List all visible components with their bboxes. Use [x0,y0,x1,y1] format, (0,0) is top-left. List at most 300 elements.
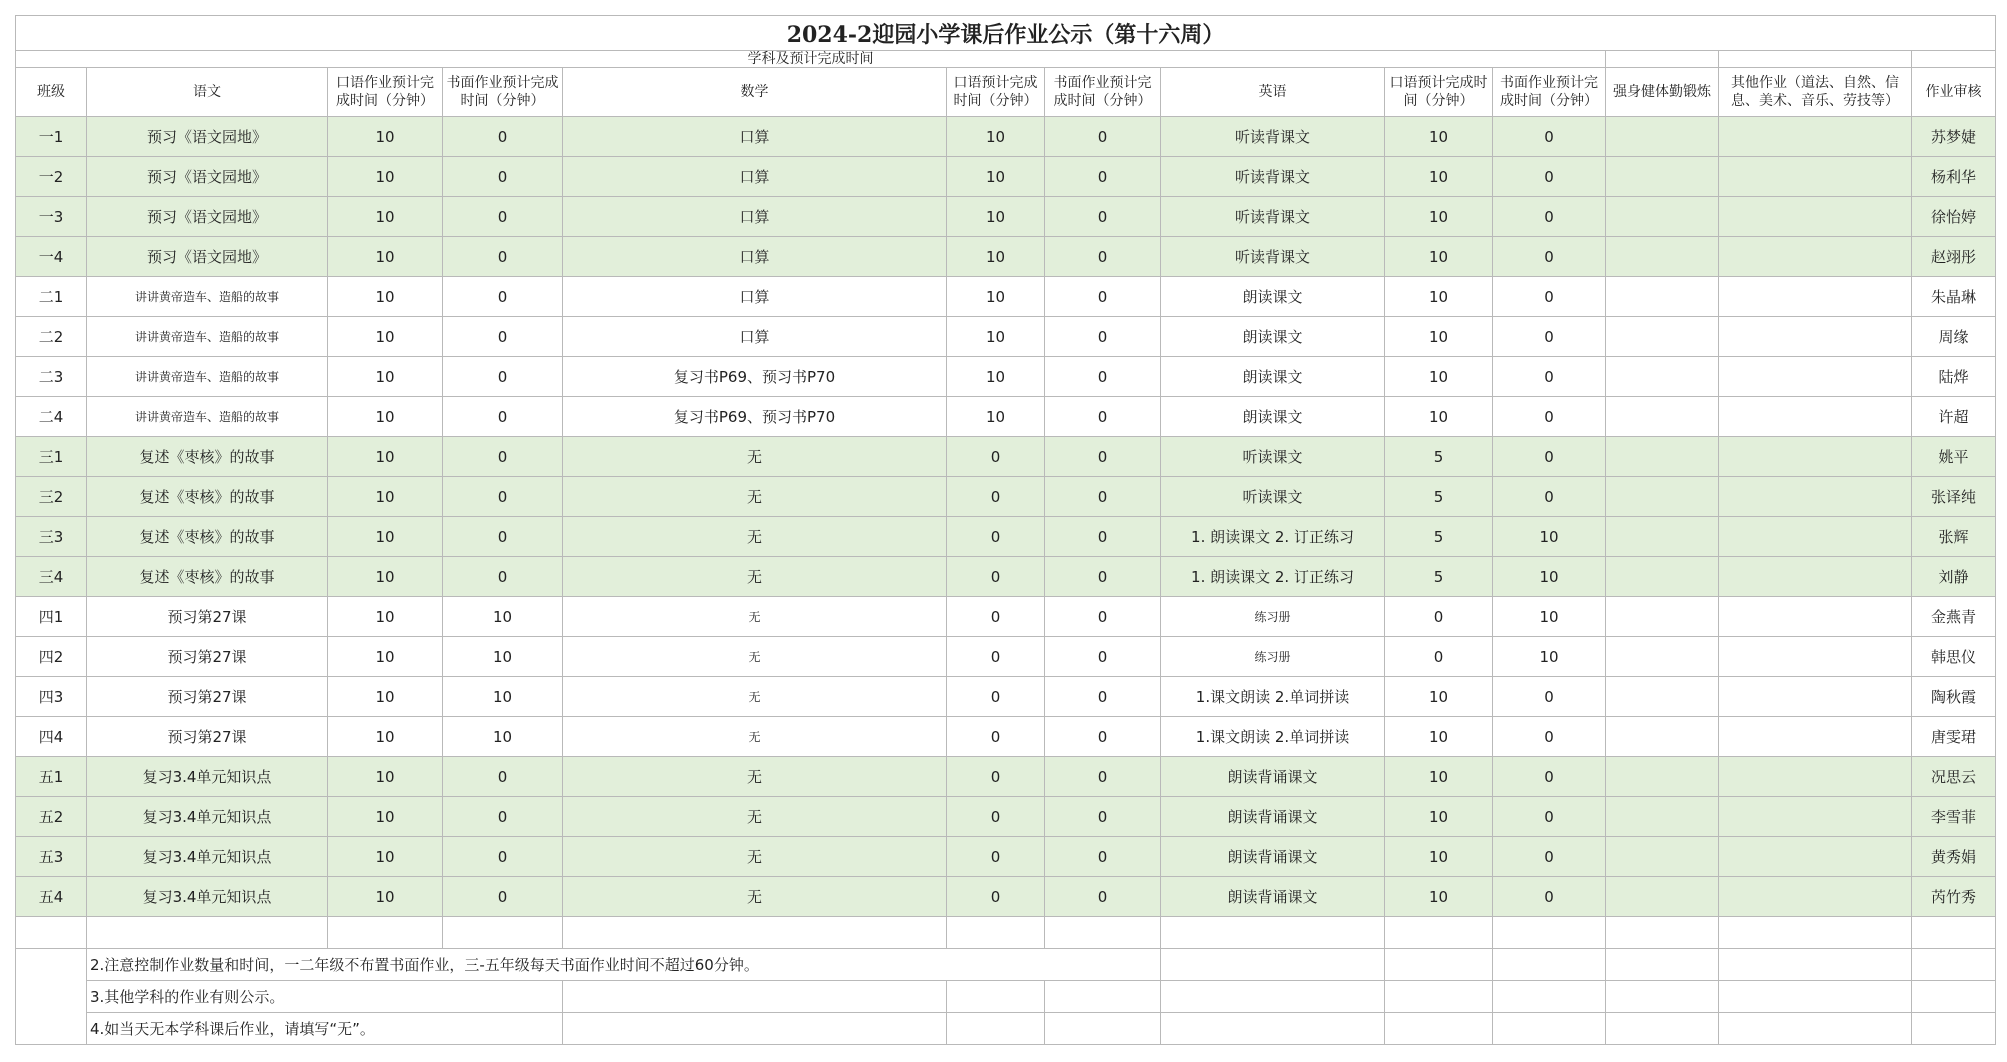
chinese-written-minutes-cell: 0 [443,517,563,557]
reviewer-cell: 况思云 [1912,757,1996,797]
reviewer-cell: 姚平 [1912,437,1996,477]
note-row [16,949,1996,981]
math-oral-minutes-cell: 10 [947,197,1045,237]
reviewer-cell: 陶秋霞 [1912,677,1996,717]
english-written-minutes-cell: 0 [1493,677,1606,717]
other-homework-cell [1719,637,1912,677]
math-written-minutes-cell: 0 [1045,717,1161,757]
reviewer-cell: 李雪菲 [1912,797,1996,837]
note-3: 3.其他学科的作业有则公示。 [87,981,563,1013]
class-cell: 二4 [16,397,87,437]
english-oral-minutes-cell: 10 [1385,197,1493,237]
english-oral-minutes-cell: 0 [1385,637,1493,677]
class-cell: 三4 [16,557,87,597]
math-homework-cell: 口算 [563,237,947,277]
math-written-minutes-cell: 0 [1045,437,1161,477]
class-cell: 一4 [16,237,87,277]
other-homework-cell [1719,157,1912,197]
header-row [16,68,1996,117]
blank-cell [1912,981,1996,1013]
blank-cell [1045,917,1161,949]
blank-cell [1606,51,1719,68]
header-reviewer: 作业审核 [1912,68,1996,117]
math-oral-minutes-cell: 0 [947,597,1045,637]
header-other-homework: 其他作业（道法、自然、信息、美术、音乐、劳技等） [1719,68,1912,117]
english-homework-cell: 朗读背诵课文 [1161,797,1385,837]
math-oral-minutes-cell: 0 [947,837,1045,877]
english-written-minutes-cell: 0 [1493,357,1606,397]
header-english-oral-time: 口语预计完成时间（分钟） [1385,68,1493,117]
chinese-written-minutes-cell: 0 [443,477,563,517]
math-oral-minutes-cell: 10 [947,357,1045,397]
chinese-written-minutes-cell: 0 [443,237,563,277]
table-row [16,317,1996,357]
other-homework-cell [1719,237,1912,277]
chinese-oral-minutes-cell: 10 [328,357,443,397]
english-written-minutes-cell: 0 [1493,277,1606,317]
chinese-oral-minutes-cell: 10 [328,877,443,917]
fitness-cell [1606,637,1719,677]
fitness-cell [1606,277,1719,317]
fitness-cell [1606,397,1719,437]
math-written-minutes-cell: 0 [1045,597,1161,637]
fitness-cell [1606,557,1719,597]
other-homework-cell [1719,477,1912,517]
math-oral-minutes-cell: 10 [947,277,1045,317]
header-english-written-time: 书面作业预计完成时间（分钟） [1493,68,1606,117]
english-oral-minutes-cell: 5 [1385,557,1493,597]
chinese-homework-cell: 复习3.4单元知识点 [87,877,328,917]
reviewer-cell: 陆烨 [1912,357,1996,397]
english-oral-minutes-cell: 10 [1385,397,1493,437]
math-oral-minutes-cell: 0 [947,477,1045,517]
english-written-minutes-cell: 0 [1493,797,1606,837]
chinese-oral-minutes-cell: 10 [328,197,443,237]
math-homework-cell: 无 [563,877,947,917]
blank-cell [1719,51,1912,68]
english-homework-cell: 朗读背诵课文 [1161,877,1385,917]
math-oral-minutes-cell: 0 [947,797,1045,837]
class-cell: 四2 [16,637,87,677]
english-homework-cell: 1.课文朗读 2.单词拼读 [1161,717,1385,757]
subject-time-subheader: 学科及预计完成时间 [16,51,1606,68]
header-math-written-time: 书面作业预计完成时间（分钟） [1045,68,1161,117]
chinese-homework-cell: 预习第27课 [87,677,328,717]
math-written-minutes-cell: 0 [1045,637,1161,677]
fitness-cell [1606,357,1719,397]
math-oral-minutes-cell: 0 [947,437,1045,477]
chinese-oral-minutes-cell: 10 [328,597,443,637]
math-homework-cell: 复习书P69、预习书P70 [563,397,947,437]
chinese-homework-cell: 预习《语文园地》 [87,197,328,237]
chinese-homework-cell: 复述《枣核》的故事 [87,517,328,557]
table-row [16,637,1996,677]
blank-cell [947,917,1045,949]
math-homework-cell: 口算 [563,117,947,157]
english-written-minutes-cell: 10 [1493,517,1606,557]
english-homework-cell: 练习册 [1161,597,1385,637]
reviewer-cell: 赵翊彤 [1912,237,1996,277]
class-cell: 四3 [16,677,87,717]
blank-cell [563,981,947,1013]
english-written-minutes-cell: 0 [1493,717,1606,757]
header-class: 班级 [16,68,87,117]
chinese-homework-cell: 复习3.4单元知识点 [87,837,328,877]
blank-footer-row [16,917,1996,949]
math-homework-cell: 无 [563,597,947,637]
english-oral-minutes-cell: 10 [1385,157,1493,197]
chinese-homework-cell: 预习第27课 [87,637,328,677]
chinese-homework-cell: 预习《语文园地》 [87,117,328,157]
fitness-cell [1606,197,1719,237]
header-english: 英语 [1161,68,1385,117]
fitness-cell [1606,717,1719,757]
class-cell: 五4 [16,877,87,917]
chinese-written-minutes-cell: 0 [443,317,563,357]
chinese-written-minutes-cell: 10 [443,677,563,717]
math-written-minutes-cell: 0 [1045,797,1161,837]
class-cell: 一1 [16,117,87,157]
blank-cell [1912,917,1996,949]
fitness-cell [1606,597,1719,637]
table-row [16,357,1996,397]
notes-margin-cell [16,949,87,1045]
blank-cell [1161,917,1385,949]
chinese-written-minutes-cell: 0 [443,197,563,237]
math-homework-cell: 口算 [563,197,947,237]
math-oral-minutes-cell: 0 [947,677,1045,717]
english-written-minutes-cell: 0 [1493,757,1606,797]
english-oral-minutes-cell: 5 [1385,477,1493,517]
table-row [16,477,1996,517]
table-row [16,717,1996,757]
math-written-minutes-cell: 0 [1045,677,1161,717]
english-homework-cell: 朗读课文 [1161,357,1385,397]
math-oral-minutes-cell: 10 [947,117,1045,157]
math-written-minutes-cell: 0 [1045,277,1161,317]
chinese-written-minutes-cell: 10 [443,637,563,677]
english-homework-cell: 听读背课文 [1161,237,1385,277]
english-oral-minutes-cell: 10 [1385,317,1493,357]
blank-cell [947,1013,1045,1045]
fitness-cell [1606,677,1719,717]
english-written-minutes-cell: 0 [1493,237,1606,277]
other-homework-cell [1719,757,1912,797]
math-oral-minutes-cell: 10 [947,237,1045,277]
math-written-minutes-cell: 0 [1045,237,1161,277]
fitness-cell [1606,157,1719,197]
reviewer-cell: 芮竹秀 [1912,877,1996,917]
english-written-minutes-cell: 0 [1493,877,1606,917]
math-oral-minutes-cell: 0 [947,517,1045,557]
math-homework-cell: 无 [563,437,947,477]
english-homework-cell: 听读背课文 [1161,117,1385,157]
english-oral-minutes-cell: 10 [1385,677,1493,717]
note-4: 4.如当天无本学科课后作业，请填写“无”。 [87,1013,563,1045]
other-homework-cell [1719,357,1912,397]
table-row [16,157,1996,197]
header-math: 数学 [563,68,947,117]
other-homework-cell [1719,197,1912,237]
table-row [16,677,1996,717]
english-homework-cell: 听读课文 [1161,437,1385,477]
blank-cell [1161,1013,1385,1045]
header-chinese: 语文 [87,68,328,117]
reviewer-cell: 张译纯 [1912,477,1996,517]
chinese-oral-minutes-cell: 10 [328,437,443,477]
fitness-cell [1606,837,1719,877]
fitness-cell [1606,797,1719,837]
blank-cell [1161,981,1385,1013]
english-homework-cell: 朗读背诵课文 [1161,757,1385,797]
table-row [16,877,1996,917]
english-homework-cell: 1.课文朗读 2.单词拼读 [1161,677,1385,717]
table-row [16,237,1996,277]
math-written-minutes-cell: 0 [1045,837,1161,877]
chinese-homework-cell: 复习3.4单元知识点 [87,797,328,837]
chinese-oral-minutes-cell: 10 [328,557,443,597]
math-homework-cell: 无 [563,557,947,597]
blank-cell [563,1013,947,1045]
other-homework-cell [1719,317,1912,357]
math-written-minutes-cell: 0 [1045,517,1161,557]
chinese-oral-minutes-cell: 10 [328,637,443,677]
chinese-written-minutes-cell: 0 [443,877,563,917]
class-cell: 四4 [16,717,87,757]
blank-cell [1606,981,1719,1013]
math-written-minutes-cell: 0 [1045,757,1161,797]
english-homework-cell: 1. 朗读课文 2. 订正练习 [1161,517,1385,557]
class-cell: 四1 [16,597,87,637]
table-body [16,117,1996,917]
other-homework-cell [1719,797,1912,837]
english-oral-minutes-cell: 10 [1385,797,1493,837]
math-homework-cell: 口算 [563,277,947,317]
reviewer-cell: 唐雯珺 [1912,717,1996,757]
math-written-minutes-cell: 0 [1045,397,1161,437]
english-oral-minutes-cell: 10 [1385,357,1493,397]
table-row [16,757,1996,797]
chinese-homework-cell: 预习第27课 [87,597,328,637]
note-row [16,1013,1996,1045]
chinese-oral-minutes-cell: 10 [328,397,443,437]
other-homework-cell [1719,677,1912,717]
chinese-oral-minutes-cell: 10 [328,677,443,717]
note-2: 2.注意控制作业数量和时间，一二年级不布置书面作业，三-五年级每天书面作业时间不超过60分钟。 [87,949,1161,981]
chinese-written-minutes-cell: 0 [443,437,563,477]
english-written-minutes-cell: 0 [1493,157,1606,197]
other-homework-cell [1719,717,1912,757]
chinese-written-minutes-cell: 0 [443,557,563,597]
note-row [16,981,1996,1013]
english-homework-cell: 朗读背诵课文 [1161,837,1385,877]
math-homework-cell: 口算 [563,157,947,197]
chinese-homework-cell: 讲讲黄帝造车、造船的故事 [87,357,328,397]
table-row [16,597,1996,637]
class-cell: 三2 [16,477,87,517]
table-row [16,557,1996,597]
blank-cell [1912,51,1996,68]
math-homework-cell: 无 [563,637,947,677]
blank-cell [1912,1013,1996,1045]
chinese-written-minutes-cell: 0 [443,397,563,437]
header-chinese-oral-time: 口语作业预计完成时间（分钟） [328,68,443,117]
english-written-minutes-cell: 0 [1493,437,1606,477]
other-homework-cell [1719,597,1912,637]
math-oral-minutes-cell: 10 [947,397,1045,437]
english-oral-minutes-cell: 10 [1385,877,1493,917]
blank-cell [1606,1013,1719,1045]
chinese-written-minutes-cell: 10 [443,597,563,637]
english-homework-cell: 朗读课文 [1161,277,1385,317]
table-row [16,437,1996,477]
math-written-minutes-cell: 0 [1045,877,1161,917]
english-written-minutes-cell: 0 [1493,397,1606,437]
chinese-written-minutes-cell: 0 [443,117,563,157]
other-homework-cell [1719,117,1912,157]
english-oral-minutes-cell: 0 [1385,597,1493,637]
english-homework-cell: 听读背课文 [1161,157,1385,197]
english-homework-cell: 朗读课文 [1161,317,1385,357]
chinese-oral-minutes-cell: 10 [328,237,443,277]
chinese-oral-minutes-cell: 10 [328,517,443,557]
english-written-minutes-cell: 10 [1493,637,1606,677]
blank-cell [1493,917,1606,949]
blank-cell [947,981,1045,1013]
reviewer-cell: 杨利华 [1912,157,1996,197]
chinese-oral-minutes-cell: 10 [328,797,443,837]
blank-cell [1493,949,1606,981]
blank-cell [1606,917,1719,949]
english-homework-cell: 听读课文 [1161,477,1385,517]
blank-cell [1719,1013,1912,1045]
chinese-written-minutes-cell: 0 [443,757,563,797]
reviewer-cell: 黄秀娟 [1912,837,1996,877]
math-written-minutes-cell: 0 [1045,117,1161,157]
chinese-oral-minutes-cell: 10 [328,157,443,197]
other-homework-cell [1719,517,1912,557]
chinese-homework-cell: 讲讲黄帝造车、造船的故事 [87,397,328,437]
math-oral-minutes-cell: 0 [947,557,1045,597]
blank-cell [1719,917,1912,949]
other-homework-cell [1719,437,1912,477]
chinese-oral-minutes-cell: 10 [328,117,443,157]
fitness-cell [1606,317,1719,357]
chinese-oral-minutes-cell: 10 [328,477,443,517]
chinese-oral-minutes-cell: 10 [328,717,443,757]
english-oral-minutes-cell: 10 [1385,237,1493,277]
english-written-minutes-cell: 0 [1493,477,1606,517]
english-homework-cell: 练习册 [1161,637,1385,677]
blank-cell [87,917,328,949]
english-written-minutes-cell: 10 [1493,557,1606,597]
reviewer-cell: 张辉 [1912,517,1996,557]
math-homework-cell: 无 [563,477,947,517]
fitness-cell [1606,517,1719,557]
table-row [16,117,1996,157]
blank-cell [328,917,443,949]
homework-table [15,15,1996,1045]
english-written-minutes-cell: 10 [1493,597,1606,637]
math-written-minutes-cell: 0 [1045,197,1161,237]
english-written-minutes-cell: 0 [1493,117,1606,157]
header-fitness: 强身健体勤锻炼 [1606,68,1719,117]
chinese-homework-cell: 复述《枣核》的故事 [87,477,328,517]
english-oral-minutes-cell: 10 [1385,717,1493,757]
math-written-minutes-cell: 0 [1045,157,1161,197]
english-homework-cell: 1. 朗读课文 2. 订正练习 [1161,557,1385,597]
table-row [16,517,1996,557]
class-cell: 一2 [16,157,87,197]
blank-cell [16,917,87,949]
chinese-homework-cell: 预习第27课 [87,717,328,757]
chinese-homework-cell: 复习3.4单元知识点 [87,757,328,797]
math-written-minutes-cell: 0 [1045,357,1161,397]
english-oral-minutes-cell: 5 [1385,517,1493,557]
english-oral-minutes-cell: 10 [1385,837,1493,877]
chinese-oral-minutes-cell: 10 [328,317,443,357]
blank-cell [1719,981,1912,1013]
english-written-minutes-cell: 0 [1493,197,1606,237]
chinese-oral-minutes-cell: 10 [328,837,443,877]
table-row [16,797,1996,837]
english-homework-cell: 朗读课文 [1161,397,1385,437]
english-oral-minutes-cell: 5 [1385,437,1493,477]
chinese-homework-cell: 复述《枣核》的故事 [87,437,328,477]
class-cell: 五2 [16,797,87,837]
english-oral-minutes-cell: 10 [1385,757,1493,797]
class-cell: 一3 [16,197,87,237]
math-homework-cell: 口算 [563,317,947,357]
reviewer-cell: 苏梦婕 [1912,117,1996,157]
math-homework-cell: 无 [563,837,947,877]
table-row [16,277,1996,317]
blank-cell [1493,1013,1606,1045]
math-homework-cell: 无 [563,677,947,717]
math-oral-minutes-cell: 10 [947,317,1045,357]
english-homework-cell: 听读背课文 [1161,197,1385,237]
chinese-written-minutes-cell: 0 [443,277,563,317]
class-cell: 五1 [16,757,87,797]
blank-cell [1493,981,1606,1013]
fitness-cell [1606,437,1719,477]
chinese-homework-cell: 预习《语文园地》 [87,237,328,277]
other-homework-cell [1719,837,1912,877]
blank-cell [1385,917,1493,949]
math-oral-minutes-cell: 10 [947,157,1045,197]
header-chinese-written-time: 书面作业预计完成时间（分钟） [443,68,563,117]
blank-cell [1161,949,1385,981]
english-oral-minutes-cell: 10 [1385,277,1493,317]
english-oral-minutes-cell: 10 [1385,117,1493,157]
math-oral-minutes-cell: 0 [947,877,1045,917]
blank-cell [443,917,563,949]
fitness-cell [1606,877,1719,917]
other-homework-cell [1719,277,1912,317]
page-title: 2024-2迎园小学课后作业公示（第十六周） [16,16,1996,51]
blank-cell [1912,949,1996,981]
other-homework-cell [1719,397,1912,437]
reviewer-cell: 刘静 [1912,557,1996,597]
blank-cell [563,917,947,949]
math-homework-cell: 无 [563,717,947,757]
math-oral-minutes-cell: 0 [947,757,1045,797]
table-row [16,197,1996,237]
class-cell: 三1 [16,437,87,477]
math-written-minutes-cell: 0 [1045,317,1161,357]
other-homework-cell [1719,557,1912,597]
spreadsheet [15,15,1995,1045]
